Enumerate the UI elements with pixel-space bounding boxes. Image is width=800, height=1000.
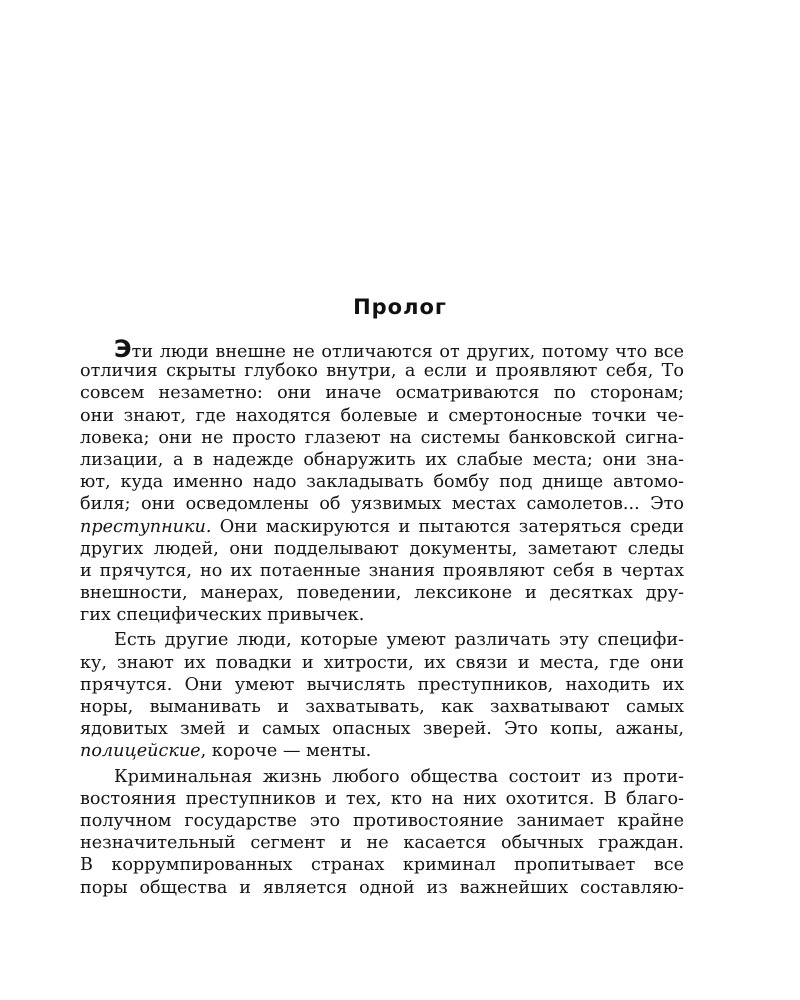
text-line: Есть другие люди, которые умеют различать эту специфи- [114, 630, 684, 651]
text-line: гих специфических привычек. [80, 605, 365, 626]
text-line: ловека; они не просто глазеют на системы банковской сигна- [80, 427, 684, 448]
text-line: В коррумпированных странах криминал пропитывает все [80, 855, 684, 876]
text-line: и прячутся, но их потаенные знания проявляют себя в чертах [80, 560, 684, 581]
text-line: ют, куда именно надо закладывать бомбу под днище автомо- [80, 472, 684, 493]
text-line: незначительный сегмент и не касается обычных граждан. [80, 833, 684, 854]
text-line: совсем незаметно: они иначе осматриваются по сторонам; [80, 383, 684, 404]
text-line: Криминальная жизнь любого общества состоит из проти- [114, 766, 684, 787]
italic-term: преступники. [80, 516, 212, 537]
text-line: других людей, они подделывают документы, заметают следы [80, 538, 684, 559]
text-line: полицейские, короче — менты. [80, 741, 372, 762]
text-line: лизации, а в надежде обнаружить их слабые места; они зна- [80, 449, 684, 470]
text-line: преступники. Они маскируются и пытаются затеряться среди [80, 516, 684, 537]
text-line: ядовитых змей и самых опасных зверей. Это копы, ажаны, [80, 719, 684, 740]
text-line: внешности, манерах, поведении, лексиконе и десятках дру- [80, 583, 684, 604]
text-line: Эти люди внешне не отличаются от других, потому что все [114, 335, 684, 363]
italic-term: полицейские [80, 741, 201, 762]
body-text [80, 335, 684, 899]
text-line: биля; они осведомлены об уязвимых местах самолетов... Это [80, 494, 684, 515]
text-line: востояния преступников и тех, кто на них охотится. В благо- [80, 788, 684, 809]
text-line: норы, выманивать и захватывать, как захватывают самых [80, 697, 684, 717]
chapter-title: Пролог [353, 295, 447, 319]
drop-cap: Э [114, 335, 132, 363]
text-line: прячутся. Они умеют вычислять преступников, находить их [80, 674, 684, 695]
text-line: ку, знают их повадки и хитрости, их связи и места, где они [80, 652, 684, 673]
text-line: поры общества и является одной из важнейших составляю- [80, 877, 684, 898]
text-line: они знают, где находятся болевые и смертоносные точки че- [80, 405, 684, 426]
text-line: получном государстве это противостояние занимает крайне [80, 810, 684, 831]
text-line: отличия скрыты глубоко внутри, а если и проявляют себя, То [80, 361, 684, 382]
